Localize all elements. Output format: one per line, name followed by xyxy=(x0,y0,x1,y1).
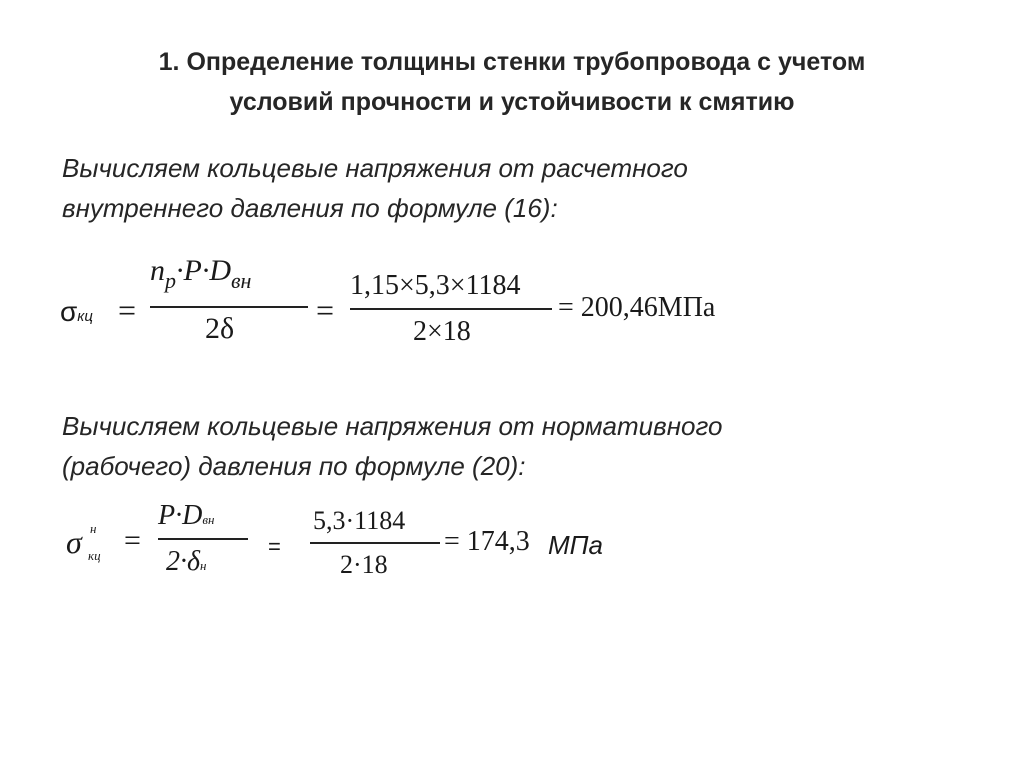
slide-title xyxy=(40,42,984,122)
formula-1-n-subscript: p xyxy=(165,268,176,293)
formula-1-sigma-subscript: кц xyxy=(77,308,93,325)
formula-1-fraction-bar-1 xyxy=(150,306,308,308)
formula-2-num-subscript: вн xyxy=(202,512,215,527)
formula-2-denominator-2: 2·18 xyxy=(340,550,388,579)
formula-2-den-text: 2·δ xyxy=(166,546,201,577)
formula-1-numerator-2: 1,15×5,3×1184 xyxy=(350,270,521,301)
formula-2-num-text: P·D xyxy=(158,500,203,531)
formula-1-denominator-2: 2×18 xyxy=(413,316,471,347)
title-line-1: 1. Определение толщины стенки трубопровода с учетом xyxy=(158,48,866,76)
formula-2-result: = 174,3 xyxy=(444,526,530,557)
formula-1-denominator: 2δ xyxy=(205,312,235,345)
formula-2-den-subscript: н xyxy=(200,558,207,573)
paragraph-2-line-1: Вычисляем кольцевые напряжения от нормативного xyxy=(62,411,723,441)
formula-1-fraction-bar-2 xyxy=(350,308,552,310)
paragraph-1-line-2: внутреннего давления по формуле (16): xyxy=(62,193,558,223)
formula-2-numerator-2: 5,3·1184 xyxy=(313,506,406,535)
formula-2-fraction-bar-1 xyxy=(158,538,248,540)
paragraph-2 xyxy=(62,406,962,486)
formula-1-result: = 200,46МПа xyxy=(558,292,716,323)
formula-1-num-rest: ·P·D xyxy=(176,254,231,287)
paragraph-2-line-2: (рабочего) давления по формуле (20): xyxy=(62,451,526,481)
formula-1-sigma xyxy=(60,296,93,328)
formula-1-equals-2: = xyxy=(316,292,335,328)
formula-2-fraction-bar-2 xyxy=(310,542,440,544)
formula-2-denominator xyxy=(166,546,206,578)
formula-2-sigma-subscript: кц xyxy=(88,548,101,563)
formula-1-equals-1: = xyxy=(118,292,137,328)
title-line-2: условий прочности и устойчивости к смятию xyxy=(229,88,795,116)
formula-1-sigma-symbol: σ xyxy=(60,296,78,327)
formula-2-unit: МПа xyxy=(548,530,603,560)
formula-2-sigma-superscript: н xyxy=(90,521,97,536)
formula-1-numerator xyxy=(150,254,252,293)
formula-2-equals-1: = xyxy=(124,524,141,557)
formula-1-D-subscript: вн xyxy=(231,268,252,293)
formula-2-equals-2: = xyxy=(268,534,281,559)
formula-1-n: n xyxy=(150,254,165,287)
formula-2-numerator xyxy=(158,500,214,532)
paragraph-1-line-1: Вычисляем кольцевые напряжения от расчетного xyxy=(62,153,688,183)
formula-2-sigma: σ xyxy=(66,524,82,560)
paragraph-1 xyxy=(62,148,962,228)
